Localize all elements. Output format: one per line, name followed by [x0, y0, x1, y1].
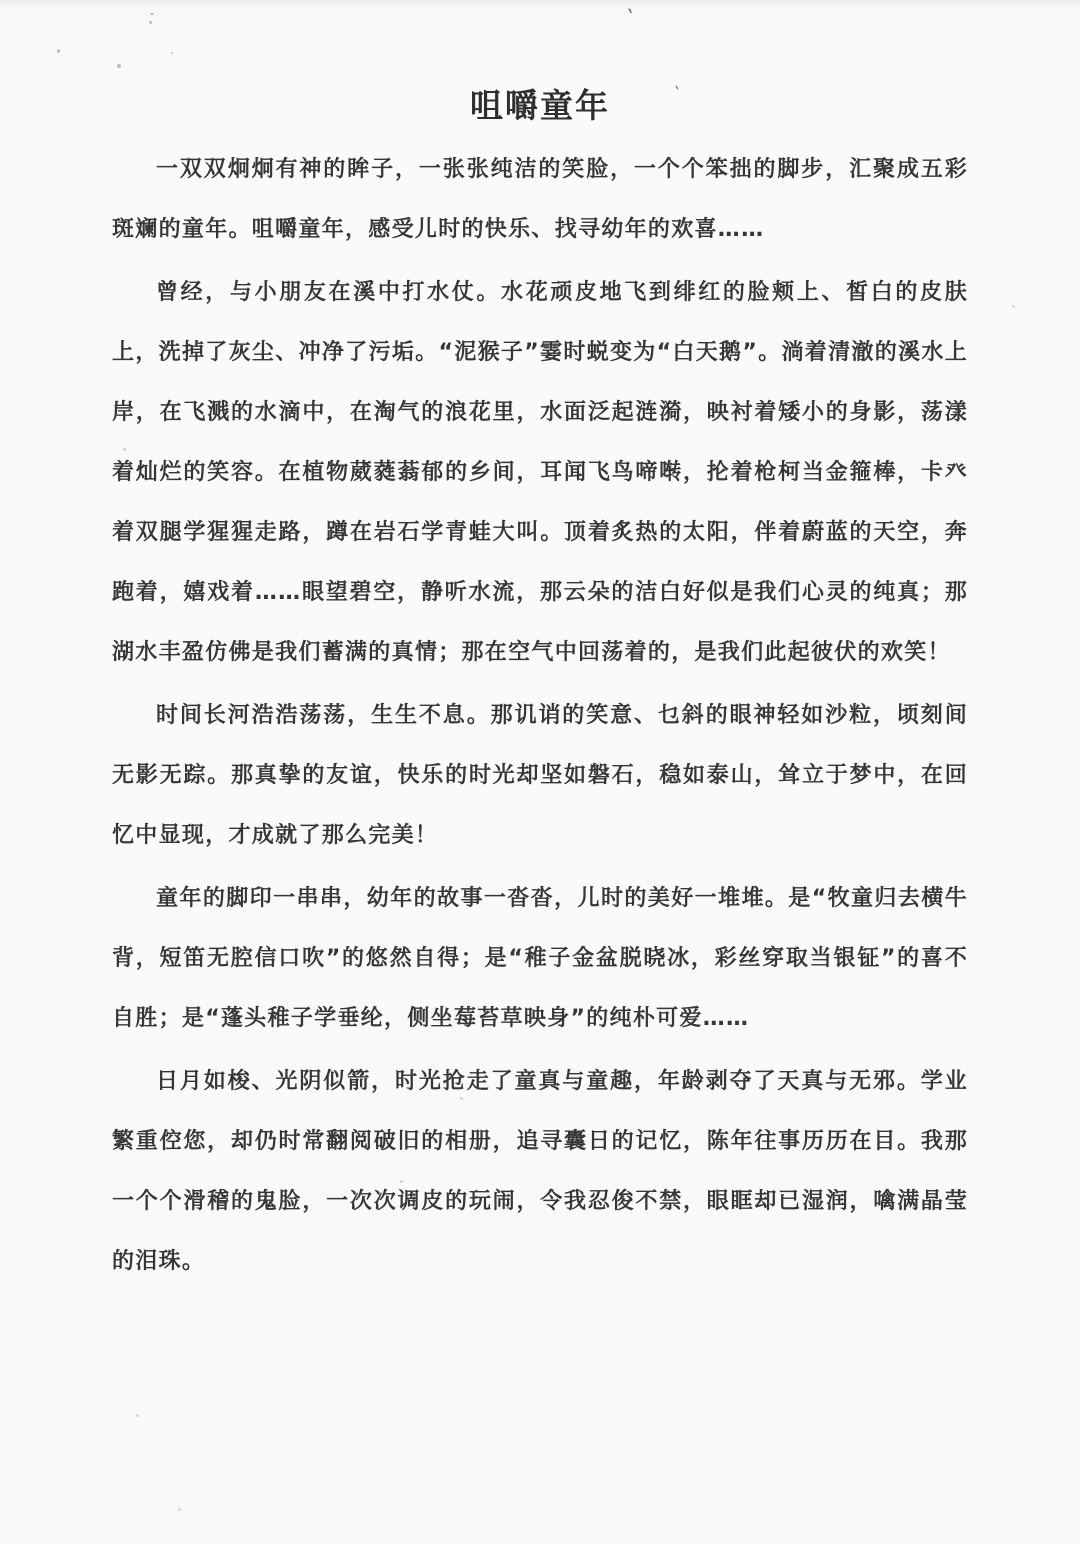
essay-body — [112, 140, 968, 1292]
scan-speck — [149, 21, 152, 24]
scan-speck — [57, 49, 60, 53]
paragraph: 时间长河浩浩荡荡，生生不息。那讥诮的笑意、乜斜的眼神轻如沙粒，顷刻间无影无踪。那真挚的友谊，快乐的时光却坚如磐石，稳如泰山，耸立于梦中，在回忆中显现，才成就了那么完美！ — [112, 703, 968, 848]
paragraph: 童年的脚印一串串，幼年的故事一沓沓，儿时的美好一堆堆。是“牧童归去横牛背，短笛无腔信口吹”的悠然自得；是“稚子金盆脱晓冰，彩丝穿取当银钲”的喜不自胜；是“蓬头稚子学垂纶，侧坐莓苔草映身”的纯朴可爱…… — [112, 886, 968, 1031]
scan-speck — [123, 448, 126, 451]
page-title: 咀嚼童年 — [470, 86, 610, 125]
scan-speck — [400, 1180, 403, 1183]
scan-speck — [136, 1414, 139, 1417]
scan-tick-mark-title: ` — [669, 83, 683, 104]
paragraph: 曾经，与小朋友在溪中打水仗。水花顽皮地飞到绯红的脸颊上、皙白的皮肤上，洗掉了灰尘、冲净了污垢。“泥猴子”霎时蜕变为“白天鹅”。淌着清澈的溪水上岸，在飞溅的水滴中，在淘气的浪花里，水面泛起涟漪，映衬着矮小的身影，荡漾着灿烂的笑容。在植物葳蕤蓊郁的乡间，耳闻飞鸟啼啭，抡着枪柯当金箍棒，卡癶着双腿学猩猩走路，蹲在岩石学青蛙大叫。顶着炙热的太阳，伴着蔚蓝的天空，奔跑着，嬉戏着……眼望碧空，静听水流，那云朵的洁白好似是我们心灵的纯真；那湖水丰盈仿佛是我们蓄满的真情；那在空气中回荡着的，是我们此起彼伏的欢笑！ — [112, 280, 968, 665]
scan-speck — [1012, 305, 1015, 308]
paragraph: 日月如梭、光阴似箭，时光抢走了童真与童趣，年龄剥夺了天真与无邪。学业繁重倥您，却仍时常翻阅破旧的相册，追寻囊日的记忆，陈年往事历历在目。我那一个个滑稽的鬼脸，一次次调皮的玩闹，令我忍俊不禁，眼眶却已湿润，噙满晶莹的泪珠。 — [112, 1069, 968, 1274]
paragraph: 一双双炯炯有神的眸子，一张张纯洁的笑脸，一个个笨拙的脚步，汇聚成五彩斑斓的童年。咀嚼童年，感受儿时的快乐、找寻幼年的欢喜…… — [112, 157, 968, 242]
scan-speck — [117, 64, 121, 68]
scan-speck — [460, 1097, 463, 1100]
scan-speck — [178, 1508, 181, 1511]
scan-speck — [150, 13, 154, 15]
scan-speck — [171, 52, 173, 54]
scan-tick-mark-top: ` — [620, 5, 638, 31]
